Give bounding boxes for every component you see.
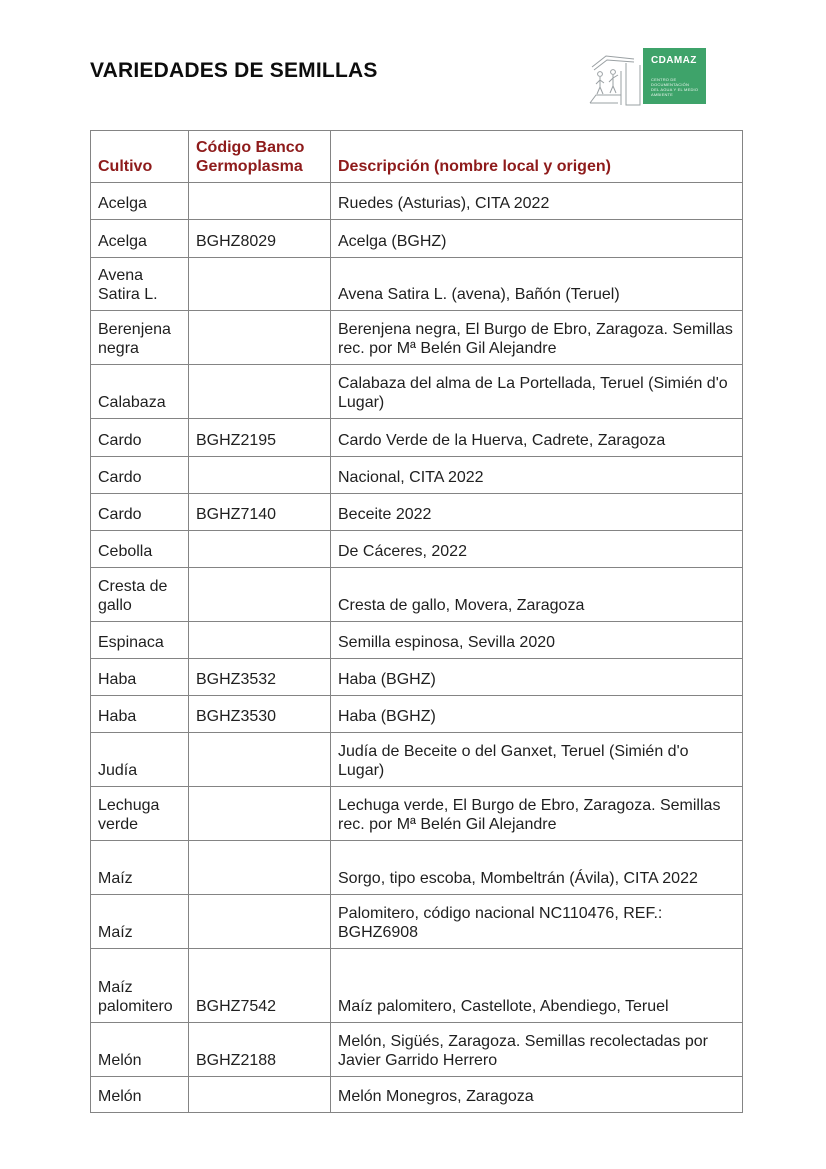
table-row bbox=[91, 365, 743, 419]
page-title: VARIEDADES DE SEMILLAS bbox=[90, 59, 378, 82]
logo-subtitle bbox=[651, 77, 706, 97]
cell-descripcion: Calabaza del alma de La Portellada, Teruel (Simién d'o Lugar) bbox=[331, 365, 743, 419]
cell-descripcion: De Cáceres, 2022 bbox=[331, 531, 743, 568]
seed-varieties-table bbox=[90, 130, 743, 1113]
table-row bbox=[91, 183, 743, 220]
cell-codigo: BGHZ2195 bbox=[189, 419, 331, 457]
column-header-cultivo: Cultivo bbox=[91, 131, 189, 183]
cell-cultivo: Cardo bbox=[91, 457, 189, 494]
table-row bbox=[91, 220, 743, 258]
cell-cultivo: Cresta de gallo bbox=[91, 568, 189, 622]
table-body bbox=[91, 183, 743, 1113]
cell-cultivo: Judía bbox=[91, 733, 189, 787]
column-header-codigo-banco-germoplasma: Código Banco Germoplasma bbox=[189, 131, 331, 183]
cell-codigo bbox=[189, 531, 331, 568]
cell-codigo bbox=[189, 457, 331, 494]
cell-codigo bbox=[189, 841, 331, 895]
cell-codigo bbox=[189, 365, 331, 419]
cell-cultivo: Avena Satira L. bbox=[91, 258, 189, 311]
cell-descripcion: Melón, Sigüés, Zaragoza. Semillas recolectadas por Javier Garrido Herrero bbox=[331, 1023, 743, 1077]
table-row bbox=[91, 1023, 743, 1077]
cell-descripcion: Maíz palomitero, Castellote, Abendiego, Teruel bbox=[331, 949, 743, 1023]
cell-cultivo: Maíz palomitero bbox=[91, 949, 189, 1023]
cell-codigo bbox=[189, 183, 331, 220]
cell-cultivo: Cardo bbox=[91, 494, 189, 531]
table-row bbox=[91, 419, 743, 457]
cell-descripcion: Cardo Verde de la Huerva, Cadrete, Zaragoza bbox=[331, 419, 743, 457]
cell-descripcion: Haba (BGHZ) bbox=[331, 696, 743, 733]
cell-descripcion: Cresta de gallo, Movera, Zaragoza bbox=[331, 568, 743, 622]
cell-codigo bbox=[189, 733, 331, 787]
cell-descripcion: Nacional, CITA 2022 bbox=[331, 457, 743, 494]
cell-cultivo: Maíz bbox=[91, 895, 189, 949]
cell-descripcion: Avena Satira L. (avena), Bañón (Teruel) bbox=[331, 258, 743, 311]
cell-cultivo: Melón bbox=[91, 1077, 189, 1113]
cell-cultivo: Haba bbox=[91, 659, 189, 696]
table-row bbox=[91, 568, 743, 622]
cell-codigo bbox=[189, 1077, 331, 1113]
table-row bbox=[91, 258, 743, 311]
cell-descripcion: Lechuga verde, El Burgo de Ebro, Zaragoza. Semillas rec. por Mª Belén Gil Alejandre bbox=[331, 787, 743, 841]
cell-cultivo: Acelga bbox=[91, 220, 189, 258]
cell-codigo bbox=[189, 568, 331, 622]
cell-descripcion: Acelga (BGHZ) bbox=[331, 220, 743, 258]
table-row bbox=[91, 733, 743, 787]
cdamaz-logo bbox=[588, 45, 706, 108]
cell-cultivo: Lechuga verde bbox=[91, 787, 189, 841]
cell-codigo: BGHZ2188 bbox=[189, 1023, 331, 1077]
table-row bbox=[91, 494, 743, 531]
cell-cultivo: Acelga bbox=[91, 183, 189, 220]
table-header-row bbox=[91, 131, 743, 183]
cell-cultivo: Espinaca bbox=[91, 622, 189, 659]
cell-cultivo: Haba bbox=[91, 696, 189, 733]
cell-codigo: BGHZ7542 bbox=[189, 949, 331, 1023]
cell-codigo bbox=[189, 622, 331, 659]
cell-cultivo: Cardo bbox=[91, 419, 189, 457]
table-row bbox=[91, 659, 743, 696]
table-row bbox=[91, 1077, 743, 1113]
table-row bbox=[91, 787, 743, 841]
table-row bbox=[91, 696, 743, 733]
table-row bbox=[91, 622, 743, 659]
table-row bbox=[91, 841, 743, 895]
cell-descripcion: Haba (BGHZ) bbox=[331, 659, 743, 696]
table-row bbox=[91, 949, 743, 1023]
cell-codigo bbox=[189, 258, 331, 311]
cell-codigo: BGHZ7140 bbox=[189, 494, 331, 531]
cell-cultivo: Berenjena negra bbox=[91, 311, 189, 365]
cell-codigo bbox=[189, 787, 331, 841]
cell-descripcion: Beceite 2022 bbox=[331, 494, 743, 531]
cell-cultivo: Melón bbox=[91, 1023, 189, 1077]
cell-descripcion: Palomitero, código nacional NC110476, REF.: BGHZ6908 bbox=[331, 895, 743, 949]
cell-descripcion: Semilla espinosa, Sevilla 2020 bbox=[331, 622, 743, 659]
cell-descripcion: Sorgo, tipo escoba, Mombeltrán (Ávila), CITA 2022 bbox=[331, 841, 743, 895]
cell-cultivo: Calabaza bbox=[91, 365, 189, 419]
cell-descripcion: Judía de Beceite o del Ganxet, Teruel (Simién d'o Lugar) bbox=[331, 733, 743, 787]
cell-codigo: BGHZ8029 bbox=[189, 220, 331, 258]
cell-descripcion: Berenjena negra, El Burgo de Ebro, Zaragoza. Semillas rec. por Mª Belén Gil Alejandre bbox=[331, 311, 743, 365]
logo-subtitle-line2: DEL AGUA Y EL MEDIO AMBIENTE bbox=[651, 87, 699, 97]
logo-acronym: CDAMAZ bbox=[651, 55, 697, 66]
table-row bbox=[91, 531, 743, 568]
cell-cultivo: Cebolla bbox=[91, 531, 189, 568]
cell-codigo: BGHZ3530 bbox=[189, 696, 331, 733]
cell-codigo bbox=[189, 895, 331, 949]
cell-codigo bbox=[189, 311, 331, 365]
cell-codigo: BGHZ3532 bbox=[189, 659, 331, 696]
column-header-descripcion: Descripción (nombre local y origen) bbox=[331, 131, 743, 183]
cell-descripcion: Ruedes (Asturias), CITA 2022 bbox=[331, 183, 743, 220]
logo-sketch-figures-icon bbox=[588, 51, 643, 108]
logo-green-square bbox=[643, 48, 706, 104]
table-row bbox=[91, 895, 743, 949]
table-row bbox=[91, 457, 743, 494]
cell-descripcion: Melón Monegros, Zaragoza bbox=[331, 1077, 743, 1113]
cell-cultivo: Maíz bbox=[91, 841, 189, 895]
logo-subtitle-line1: CENTRO DE DOCUMENTACIÓN bbox=[651, 77, 690, 87]
table-row bbox=[91, 311, 743, 365]
